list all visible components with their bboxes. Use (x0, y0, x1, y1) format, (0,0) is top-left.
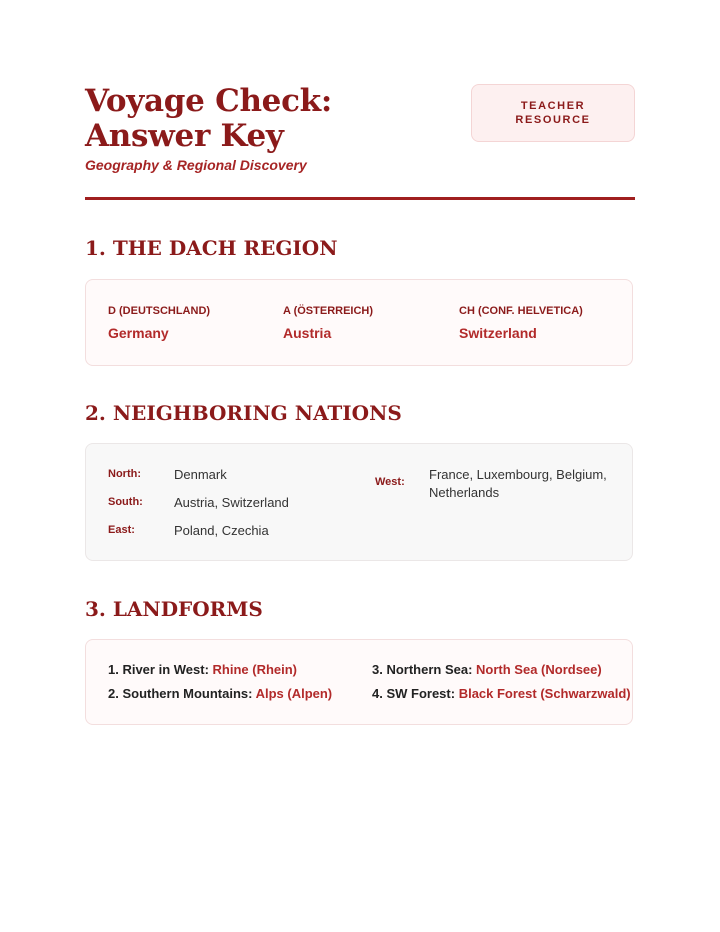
dach-item-austria (283, 305, 373, 341)
landform-question: 3. Northern Sea: (372, 662, 477, 677)
neighbor-value-line: Netherlands (429, 485, 500, 500)
landform-answer: North Sea (Nordsee) (476, 662, 602, 677)
dach-item-switzerland (459, 305, 583, 341)
landform-item (372, 662, 602, 677)
neighbor-key: East: (108, 524, 135, 536)
dach-value: Austria (283, 325, 332, 341)
section-title-neighbors: 2. NEIGHBORING NATIONS (85, 401, 402, 425)
landform-question: 4. SW Forest: (372, 686, 459, 701)
neighbor-west (375, 466, 607, 502)
landform-question: 2. Southern Mountains: (108, 686, 256, 701)
page-header (85, 84, 635, 200)
landform-answer: Rhine (Rhein) (212, 662, 298, 677)
badge-line-2: RESOURCE (515, 114, 591, 126)
neighbor-value: Denmark (174, 467, 227, 482)
teacher-resource-badge (471, 84, 635, 142)
neighbors-card (85, 443, 633, 561)
neighbor-key: South: (108, 496, 143, 508)
dach-card (85, 279, 633, 366)
landform-question: 1. River in West: (108, 662, 213, 677)
neighbor-value: Poland, Czechia (174, 523, 269, 538)
dach-label: CH (CONF. HELVETICA) (459, 305, 583, 317)
page-subtitle: Geography & Regional Discovery (85, 157, 307, 173)
neighbor-key: West: (375, 476, 405, 488)
neighbor-value-line: France, Luxembourg, Belgium, (429, 467, 607, 482)
landform-answer: Black Forest (Schwarzwald) (458, 686, 631, 701)
dach-label: A (ÖSTERREICH) (283, 305, 374, 317)
landform-item (372, 686, 631, 701)
section-title-landforms: 3. LANDFORMS (85, 597, 263, 621)
dach-value: Germany (108, 325, 169, 341)
page-title: Voyage Check: Answer Key (85, 83, 333, 154)
neighbor-key: North: (108, 468, 141, 480)
neighbor-south (108, 494, 289, 512)
header-divider (85, 197, 635, 200)
dach-label: D (DEUTSCHLAND) (108, 305, 211, 317)
answer-key-page (85, 83, 635, 701)
landforms-card (85, 639, 633, 725)
landform-item (108, 686, 332, 701)
dach-item-germany (108, 305, 210, 341)
neighbor-north (108, 466, 227, 484)
neighbor-value: Austria, Switzerland (174, 495, 289, 510)
section-title-dach: 1. THE DACH REGION (85, 236, 338, 260)
dach-value: Switzerland (459, 325, 537, 341)
landform-item (108, 662, 297, 677)
landform-answer: Alps (Alpen) (255, 686, 333, 701)
neighbor-value (429, 466, 607, 502)
neighbor-east (108, 522, 269, 540)
badge-line-1: TEACHER (520, 100, 586, 112)
